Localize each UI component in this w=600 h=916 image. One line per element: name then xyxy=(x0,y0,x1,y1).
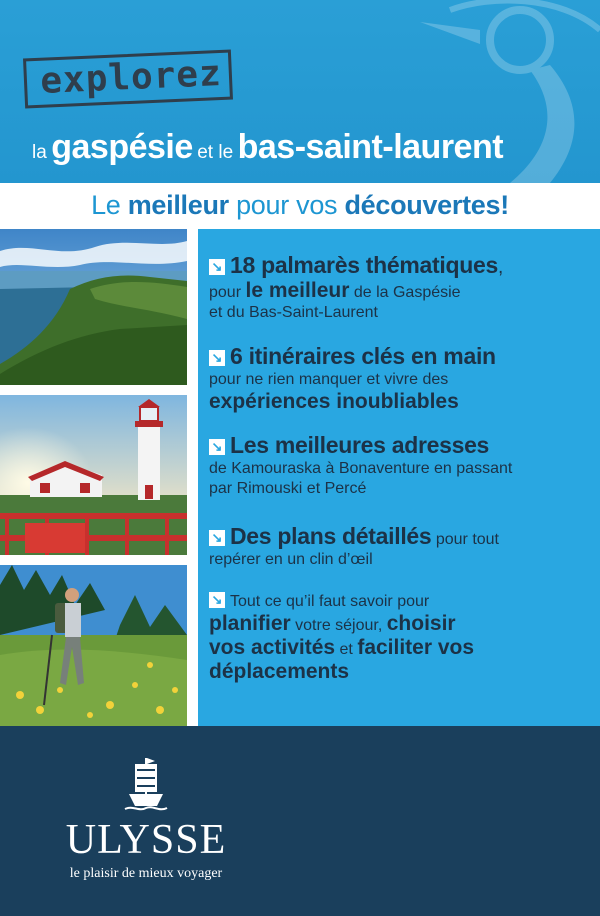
feature-text: , xyxy=(497,257,504,278)
title-region-2: bas-saint-laurent xyxy=(237,128,504,166)
feature-heading: Les meilleures adresses xyxy=(230,432,490,458)
ship-logo-icon xyxy=(121,756,171,812)
feature-emphasis: expériences inoubliables xyxy=(209,390,459,413)
feature-text: et xyxy=(339,641,353,658)
arrow-icon: ↘ xyxy=(209,259,225,275)
arrow-icon: ↘ xyxy=(209,439,225,455)
feature-emphasis: le meilleur xyxy=(245,279,350,302)
feature-emphasis: vos activités xyxy=(209,636,336,659)
feature-text: Tout ce qu’il faut savoir pour xyxy=(230,593,430,610)
feature-item xyxy=(209,523,499,570)
feature-text: pour ne rien manquer et vivre des xyxy=(209,371,449,388)
lighthouse-photo xyxy=(0,395,187,555)
tagline-bold-2: découvertes! xyxy=(344,190,509,220)
feature-text: pour xyxy=(209,284,242,301)
hiker-photo xyxy=(0,565,187,726)
feature-emphasis: faciliter vos xyxy=(357,636,475,659)
brand-name: ULYSSE xyxy=(65,817,227,863)
feature-emphasis: planifier xyxy=(209,612,291,635)
title-join: et le xyxy=(197,142,234,163)
feature-text: par Rimouski et Percé xyxy=(209,480,367,497)
feature-text: pour tout xyxy=(435,531,499,548)
tagline-part-1: Le xyxy=(91,190,121,220)
arrow-icon: ↘ xyxy=(209,350,225,366)
title-region-1: gaspésie xyxy=(51,128,193,166)
title-prefix: la xyxy=(32,142,47,163)
feature-emphasis: choisir xyxy=(386,612,456,635)
arrow-icon: ↘ xyxy=(209,592,225,608)
feature-text: de la Gaspésie xyxy=(353,284,461,301)
feature-heading: 18 palmarès thématiques xyxy=(230,252,498,278)
feature-text: et du Bas-Saint-Laurent xyxy=(209,304,378,321)
feature-item xyxy=(209,592,474,684)
feature-heading: Des plans détaillés xyxy=(230,523,432,549)
feature-item xyxy=(209,252,503,323)
tagline-part-2: pour vos xyxy=(236,190,338,220)
feature-text: votre séjour, xyxy=(295,617,383,634)
brand-slogan: le plaisir de mieux voyager xyxy=(69,866,223,881)
feature-emphasis: déplacements xyxy=(209,660,350,683)
feature-text: repérer en un clin d’œil xyxy=(209,551,373,568)
feature-text: de Kamouraska à Bonaventure en passant xyxy=(209,460,513,477)
cover-title xyxy=(32,128,503,167)
feature-item xyxy=(209,343,496,414)
stamp-text: explorez xyxy=(39,53,223,102)
tagline xyxy=(0,190,600,221)
feature-item xyxy=(209,432,512,499)
feature-heading: 6 itinéraires clés en main xyxy=(230,343,496,369)
tagline-bold-1: meilleur xyxy=(127,190,229,220)
coastline-photo xyxy=(0,229,187,385)
arrow-icon: ↘ xyxy=(209,530,225,546)
